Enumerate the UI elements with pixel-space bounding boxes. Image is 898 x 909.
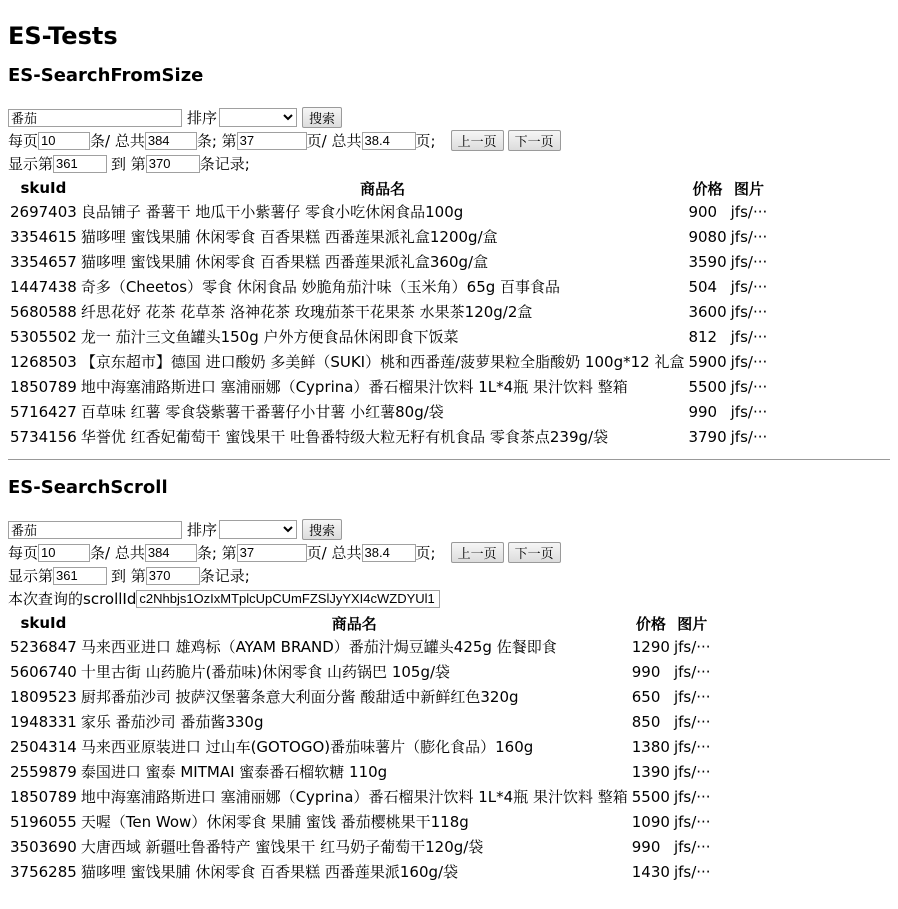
sku-cell: 3354615 bbox=[10, 227, 77, 246]
name-cell: 厨邦番茄沙司 披萨汉堡薯条意大利面分酱 酸甜适中新鲜红色320g bbox=[80, 688, 519, 706]
sort-label: 排序 bbox=[187, 521, 218, 539]
image-cell: jfs/··· bbox=[730, 277, 768, 296]
page-label: 条; 第 bbox=[196, 544, 237, 562]
image-cell: jfs/··· bbox=[673, 862, 711, 881]
name-cell: 龙一 茄汁三文鱼罐头150g 户外方便食品休闲即食下饭菜 bbox=[80, 328, 459, 346]
price-cell: 5500 bbox=[631, 787, 670, 806]
price-cell: 1390 bbox=[631, 762, 670, 781]
image-cell: jfs/··· bbox=[730, 402, 768, 421]
image-cell: jfs/··· bbox=[730, 202, 768, 221]
table-header-row bbox=[8, 177, 769, 199]
sku-cell: 2504314 bbox=[10, 737, 77, 756]
show-from-label: 显示第 bbox=[8, 567, 54, 585]
image-cell: jfs/··· bbox=[730, 427, 768, 446]
price-cell: 1430 bbox=[631, 862, 670, 881]
table-row bbox=[8, 734, 713, 759]
name-cell: 马来西亚进口 雄鸡标（AYAM BRAND）番茄汁焗豆罐头425g 佐餐即食 bbox=[80, 638, 557, 656]
image-cell: jfs/··· bbox=[673, 662, 711, 681]
range-row bbox=[8, 152, 890, 175]
image-cell: jfs/··· bbox=[730, 377, 768, 396]
table-row bbox=[8, 859, 713, 884]
per-page-label: 每页 bbox=[8, 544, 39, 562]
price-cell: 900 bbox=[688, 202, 718, 221]
section-divider bbox=[8, 459, 890, 460]
sku-cell: 5680588 bbox=[10, 302, 77, 321]
total-pages-label: 页/ 总共 bbox=[306, 132, 362, 150]
to-input[interactable] bbox=[146, 155, 200, 173]
name-cell: 家乐 番茄沙司 番茄酱330g bbox=[80, 713, 264, 731]
column-header-name: 商品名 bbox=[331, 614, 377, 633]
name-cell: 大唐西域 新疆吐鲁番特产 蜜饯果干 红马奶子葡萄干120g/袋 bbox=[80, 838, 484, 856]
search-form-row bbox=[8, 106, 890, 129]
table-row bbox=[8, 199, 769, 224]
name-cell: 奇多（Cheetos）零食 休闲食品 妙脆角茄汁味（玉米角）65g 百事食品 bbox=[80, 278, 561, 296]
table-row bbox=[8, 274, 769, 299]
table-row bbox=[8, 759, 713, 784]
sku-cell: 5305502 bbox=[10, 327, 77, 346]
show-from-label: 显示第 bbox=[8, 155, 54, 173]
column-header-image: 图片 bbox=[733, 179, 764, 198]
name-cell: 【京东超市】德国 进口酸奶 多美鲜（SUKI）桃和西番莲/菠萝果粒全脂酸奶 100g*12 礼盒 bbox=[80, 353, 685, 371]
per-page-input[interactable] bbox=[38, 132, 90, 150]
price-cell: 990 bbox=[688, 402, 718, 421]
page-input[interactable] bbox=[237, 544, 307, 562]
scroll-id-label: 本次查询的scrollId bbox=[8, 590, 137, 608]
image-cell: jfs/··· bbox=[673, 637, 711, 656]
page-title: ES-Tests bbox=[8, 22, 118, 50]
table-row bbox=[8, 424, 769, 449]
page-input[interactable] bbox=[237, 132, 307, 150]
results-table bbox=[8, 612, 713, 884]
sku-cell: 2697403 bbox=[10, 202, 77, 221]
price-cell: 3790 bbox=[688, 427, 727, 446]
total-input[interactable] bbox=[145, 132, 197, 150]
column-header-skuid: skuId bbox=[20, 179, 67, 197]
sku-cell: 3756285 bbox=[10, 862, 77, 881]
record-suffix: 条记录; bbox=[199, 567, 250, 585]
keyword-input[interactable] bbox=[8, 521, 182, 539]
column-header-price: 价格 bbox=[635, 614, 666, 633]
table-header-row bbox=[8, 612, 713, 634]
total-pages-label: 页/ 总共 bbox=[306, 544, 362, 562]
table-row bbox=[8, 299, 769, 324]
sort-label: 排序 bbox=[187, 109, 218, 127]
sort-select[interactable] bbox=[219, 108, 297, 127]
keyword-input[interactable] bbox=[8, 109, 182, 127]
name-cell: 马来西亚原装进口 过山车(GOTOGO)番茄味薯片（膨化食品）160g bbox=[80, 738, 534, 756]
table-row bbox=[8, 399, 769, 424]
price-cell: 812 bbox=[688, 327, 718, 346]
image-cell: jfs/··· bbox=[673, 737, 711, 756]
price-cell: 850 bbox=[631, 712, 661, 731]
sku-cell: 5734156 bbox=[10, 427, 77, 446]
name-cell: 良品铺子 番薯干 地瓜干小紫薯仔 零食小吃休闲食品100g bbox=[80, 203, 464, 221]
prev-page-button[interactable]: 上一页 bbox=[451, 130, 504, 151]
total-pages-suffix: 页; bbox=[415, 132, 436, 150]
sku-cell: 1850789 bbox=[10, 787, 77, 806]
pagination-row bbox=[8, 541, 890, 564]
price-cell: 3590 bbox=[688, 252, 727, 271]
name-cell: 十里古街 山药脆片(番茄味)休闲零食 山药锅巴 105g/袋 bbox=[80, 663, 451, 681]
name-cell: 猫哆哩 蜜饯果脯 休闲零食 百香果糕 西番莲果派礼盒1200g/盒 bbox=[80, 228, 498, 246]
total-pages-input[interactable] bbox=[362, 132, 416, 150]
price-cell: 1380 bbox=[631, 737, 670, 756]
table-row bbox=[8, 374, 769, 399]
sort-select[interactable] bbox=[219, 520, 297, 539]
sku-cell: 1809523 bbox=[10, 687, 77, 706]
image-cell: jfs/··· bbox=[730, 327, 768, 346]
sku-cell: 5196055 bbox=[10, 812, 77, 831]
image-cell: jfs/··· bbox=[730, 302, 768, 321]
total-label: 条/ 总共 bbox=[90, 132, 145, 150]
image-cell: jfs/··· bbox=[673, 762, 711, 781]
table-row bbox=[8, 324, 769, 349]
image-cell: jfs/··· bbox=[673, 787, 711, 806]
table-row bbox=[8, 784, 713, 809]
pagination-row bbox=[8, 129, 890, 152]
price-cell: 1290 bbox=[631, 637, 670, 656]
price-cell: 650 bbox=[631, 687, 661, 706]
name-cell: 地中海塞浦路斯进口 塞浦丽娜（Cyprina）番石榴果汁饮料 1L*4瓶 果汁饮料 整箱 bbox=[80, 788, 628, 806]
to-input[interactable] bbox=[146, 567, 200, 585]
prev-page-button[interactable]: 上一页 bbox=[451, 542, 504, 563]
image-cell: jfs/··· bbox=[730, 352, 768, 371]
table-row bbox=[8, 834, 713, 859]
sku-cell: 1948331 bbox=[10, 712, 77, 731]
table-row bbox=[8, 634, 713, 659]
name-cell: 猫哆哩 蜜饯果脯 休闲零食 百香果糕 西番莲果派160g/袋 bbox=[80, 863, 459, 881]
table-row bbox=[8, 684, 713, 709]
total-label: 条/ 总共 bbox=[90, 544, 145, 562]
page-label: 条; 第 bbox=[196, 132, 237, 150]
table-row bbox=[8, 709, 713, 734]
record-suffix: 条记录; bbox=[199, 155, 250, 173]
sku-cell: 1447438 bbox=[10, 277, 77, 296]
price-cell: 990 bbox=[631, 837, 661, 856]
total-pages-input[interactable] bbox=[362, 544, 416, 562]
section-heading-searchscroll: ES-SearchScroll bbox=[8, 477, 168, 498]
to-label: 到 第 bbox=[111, 155, 146, 173]
image-cell: jfs/··· bbox=[673, 687, 711, 706]
total-input[interactable] bbox=[145, 544, 197, 562]
table-row bbox=[8, 224, 769, 249]
price-cell: 504 bbox=[688, 277, 718, 296]
column-header-price: 价格 bbox=[692, 179, 723, 198]
column-header-skuid: skuId bbox=[20, 614, 67, 632]
image-cell: jfs/··· bbox=[673, 837, 711, 856]
name-cell: 纤思花妤 花茶 花草茶 洛神花茶 玫瑰茄茶干花果茶 水果茶120g/2盒 bbox=[80, 303, 533, 321]
table-row bbox=[8, 659, 713, 684]
sku-cell: 3503690 bbox=[10, 837, 77, 856]
per-page-label: 每页 bbox=[8, 132, 39, 150]
from-input[interactable] bbox=[53, 155, 107, 173]
next-page-button[interactable]: 下一页 bbox=[508, 130, 561, 151]
search-form-row bbox=[8, 518, 890, 541]
price-cell: 9080 bbox=[688, 227, 727, 246]
name-cell: 猫哆哩 蜜饯果脯 休闲零食 百香果糕 西番莲果派礼盒360g/盒 bbox=[80, 253, 489, 271]
next-page-button[interactable]: 下一页 bbox=[508, 542, 561, 563]
search-button[interactable]: 搜索 bbox=[302, 519, 342, 540]
section-heading-searchfromsize: ES-SearchFromSize bbox=[8, 65, 204, 86]
price-cell: 3600 bbox=[688, 302, 727, 321]
sku-cell: 5236847 bbox=[10, 637, 77, 656]
image-cell: jfs/··· bbox=[673, 712, 711, 731]
table-row bbox=[8, 349, 769, 374]
to-label: 到 第 bbox=[111, 567, 146, 585]
scroll-id-row bbox=[8, 587, 890, 610]
image-cell: jfs/··· bbox=[730, 227, 768, 246]
name-cell: 天喔（Ten Wow）休闲零食 果脯 蜜饯 番茄樱桃果干118g bbox=[80, 813, 469, 831]
results-table bbox=[8, 177, 769, 449]
price-cell: 990 bbox=[631, 662, 661, 681]
image-cell: jfs/··· bbox=[673, 812, 711, 831]
table-row bbox=[8, 249, 769, 274]
name-cell: 华誉优 红香妃葡萄干 蜜饯果干 吐鲁番特级大粒无籽有机食品 零食茶点239g/袋 bbox=[80, 428, 609, 446]
column-header-image: 图片 bbox=[677, 614, 708, 633]
name-cell: 百草味 红薯 零食袋紫薯干番薯仔小甘薯 小红薯80g/袋 bbox=[80, 403, 444, 421]
sku-cell: 1850789 bbox=[10, 377, 77, 396]
per-page-input[interactable] bbox=[38, 544, 90, 562]
search-button[interactable]: 搜索 bbox=[302, 107, 342, 128]
total-pages-suffix: 页; bbox=[415, 544, 436, 562]
table-row bbox=[8, 809, 713, 834]
sku-cell: 3354657 bbox=[10, 252, 77, 271]
price-cell: 5500 bbox=[688, 377, 727, 396]
image-cell: jfs/··· bbox=[730, 252, 768, 271]
sku-cell: 5716427 bbox=[10, 402, 77, 421]
sku-cell: 2559879 bbox=[10, 762, 77, 781]
scroll-id-input[interactable] bbox=[136, 590, 440, 608]
from-input[interactable] bbox=[53, 567, 107, 585]
name-cell: 泰国进口 蜜泰 MITMAI 蜜泰番石榴软糖 110g bbox=[80, 763, 388, 781]
price-cell: 5900 bbox=[688, 352, 727, 371]
sku-cell: 1268503 bbox=[10, 352, 77, 371]
range-row bbox=[8, 564, 890, 587]
sku-cell: 5606740 bbox=[10, 662, 77, 681]
price-cell: 1090 bbox=[631, 812, 670, 831]
name-cell: 地中海塞浦路斯进口 塞浦丽娜（Cyprina）番石榴果汁饮料 1L*4瓶 果汁饮料 整箱 bbox=[80, 378, 628, 396]
column-header-name: 商品名 bbox=[360, 179, 406, 198]
